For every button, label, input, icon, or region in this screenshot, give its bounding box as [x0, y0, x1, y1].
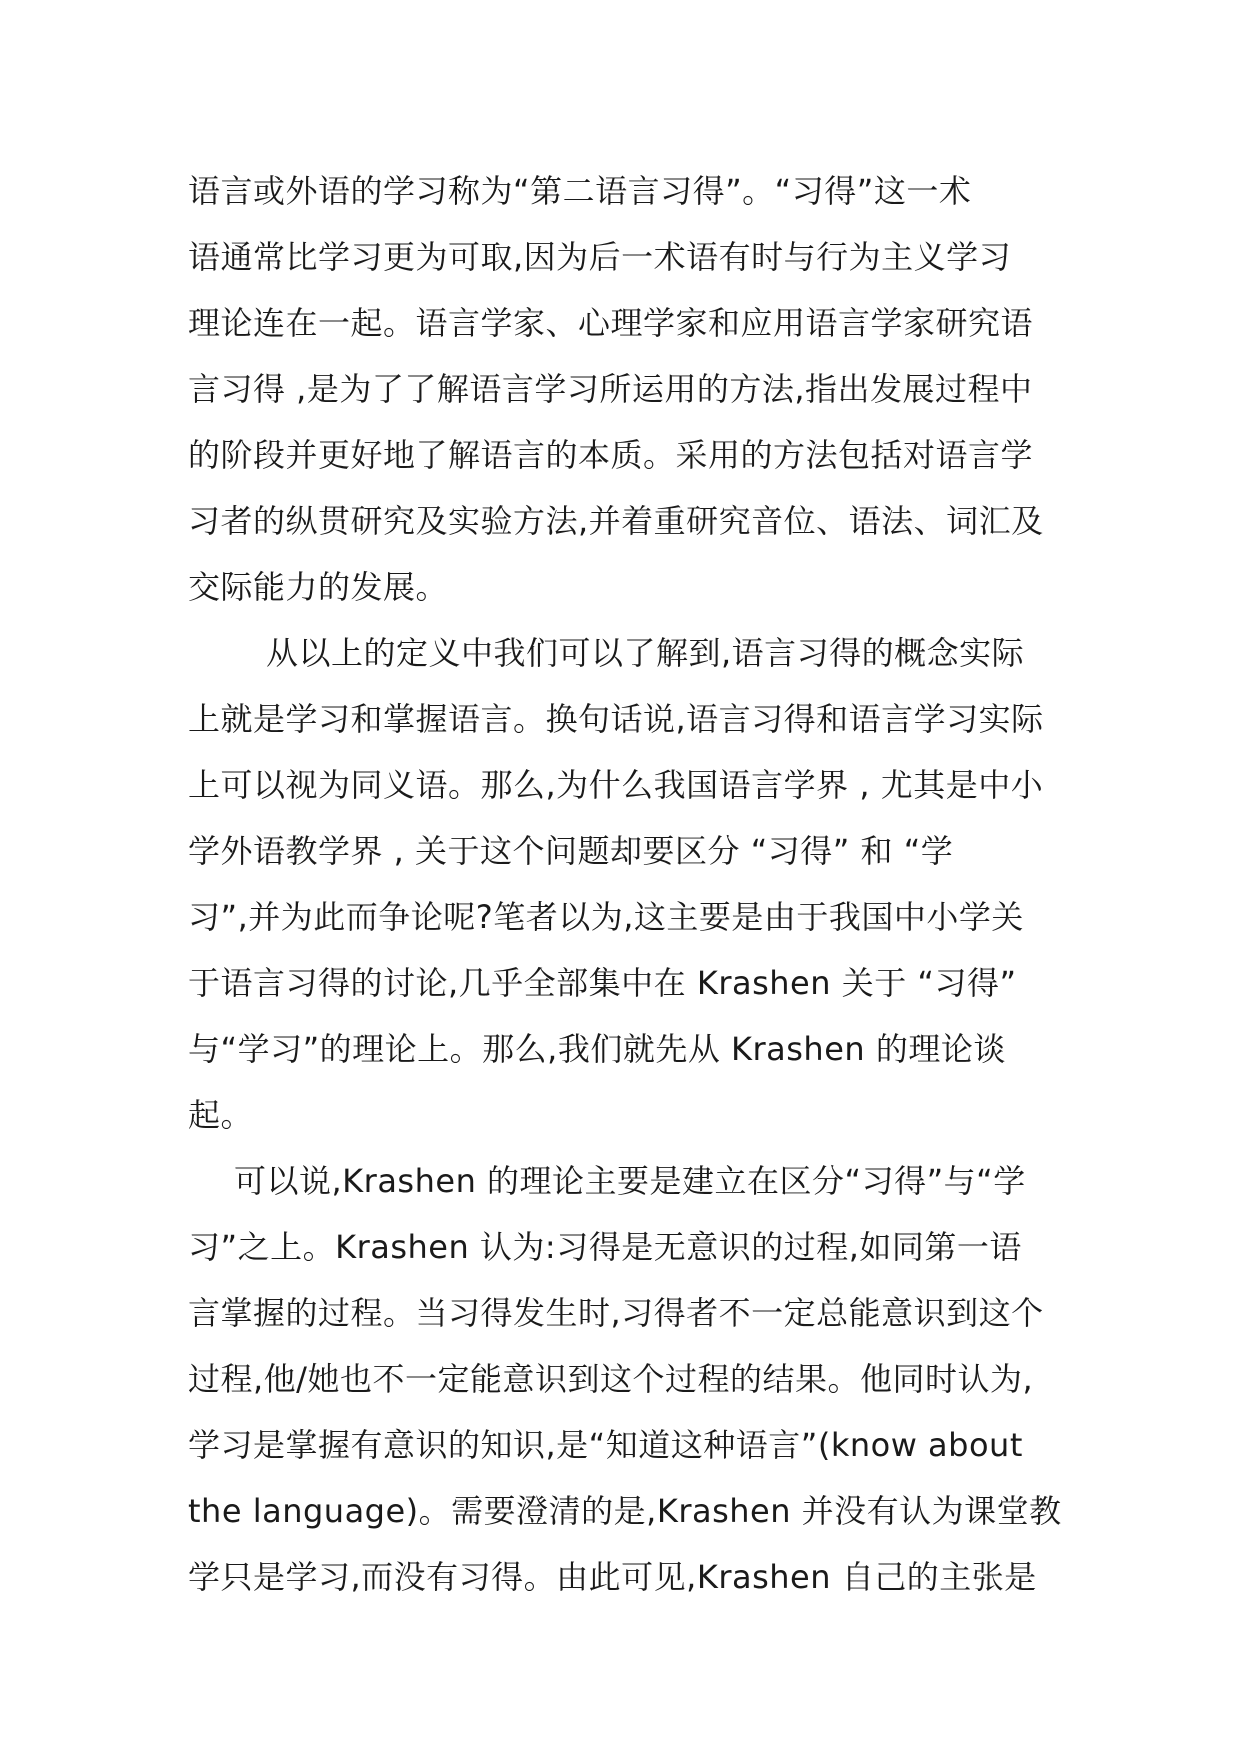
text-line: 语通常比学习更为可取,因为后一术语有时与行为主义学习 [188, 238, 1012, 276]
text-line: 言习得 ,是为了了解语言学习所运用的方法,指出发展过程中 [188, 370, 1033, 408]
text-line: 理论连在一起。语言学家、心理学家和应用语言学家研究语 [188, 304, 1034, 342]
text-line: 的阶段并更好地了解语言的本质。采用的方法包括对语言学 [188, 436, 1034, 474]
text-line: 上可以视为同义语。那么,为什么我国语言学界 , 尤其是中小 [188, 766, 1044, 804]
text-line: 习”,并为此而争论呢?笔者以为,这主要是由于我国中小学关 [188, 898, 1024, 936]
text-line: 语言或外语的学习称为“第二语言习得”。“习得”这一术 [188, 172, 972, 210]
text-line: 学习是掌握有意识的知识,是“知道这种语言”(know about [188, 1426, 1023, 1464]
text-line: 过程,他/她也不一定能意识到这个过程的结果。他同时认为, [188, 1360, 1034, 1398]
text-line: 与“学习”的理论上。那么,我们就先从 Krashen 的理论谈 [188, 1030, 1006, 1068]
text-line: 习者的纵贯研究及实验方法,并着重研究音位、语法、词汇及 [188, 502, 1044, 540]
text-line: 起。 [188, 1096, 254, 1134]
body-text [188, 158, 1068, 1610]
text-line: 学外语教学界 , 关于这个问题却要区分 “习得” 和 “学 [188, 832, 954, 870]
text-line: 言掌握的过程。当习得发生时,习得者不一定总能意识到这个 [188, 1294, 1044, 1332]
text-line: the language)。需要澄清的是,Krashen 并没有认为课堂教 [188, 1492, 1062, 1530]
text-line: 于语言习得的讨论,几乎全部集中在 Krashen 关于 “习得” [188, 964, 1017, 1002]
text-line: 上就是学习和掌握语言。换句话说,语言习得和语言学习实际 [188, 700, 1044, 738]
text-line: 交际能力的发展。 [188, 568, 449, 606]
text-line: 可以说,Krashen 的理论主要是建立在区分“习得”与“学 [234, 1162, 1026, 1200]
text-line: 学只是学习,而没有习得。由此可见,Krashen 自己的主张是 [188, 1558, 1037, 1596]
text-line: 从以上的定义中我们可以了解到,语言习得的概念实际 [266, 634, 1025, 672]
text-line: 习”之上。Krashen 认为:习得是无意识的过程,如同第一语 [188, 1228, 1022, 1266]
